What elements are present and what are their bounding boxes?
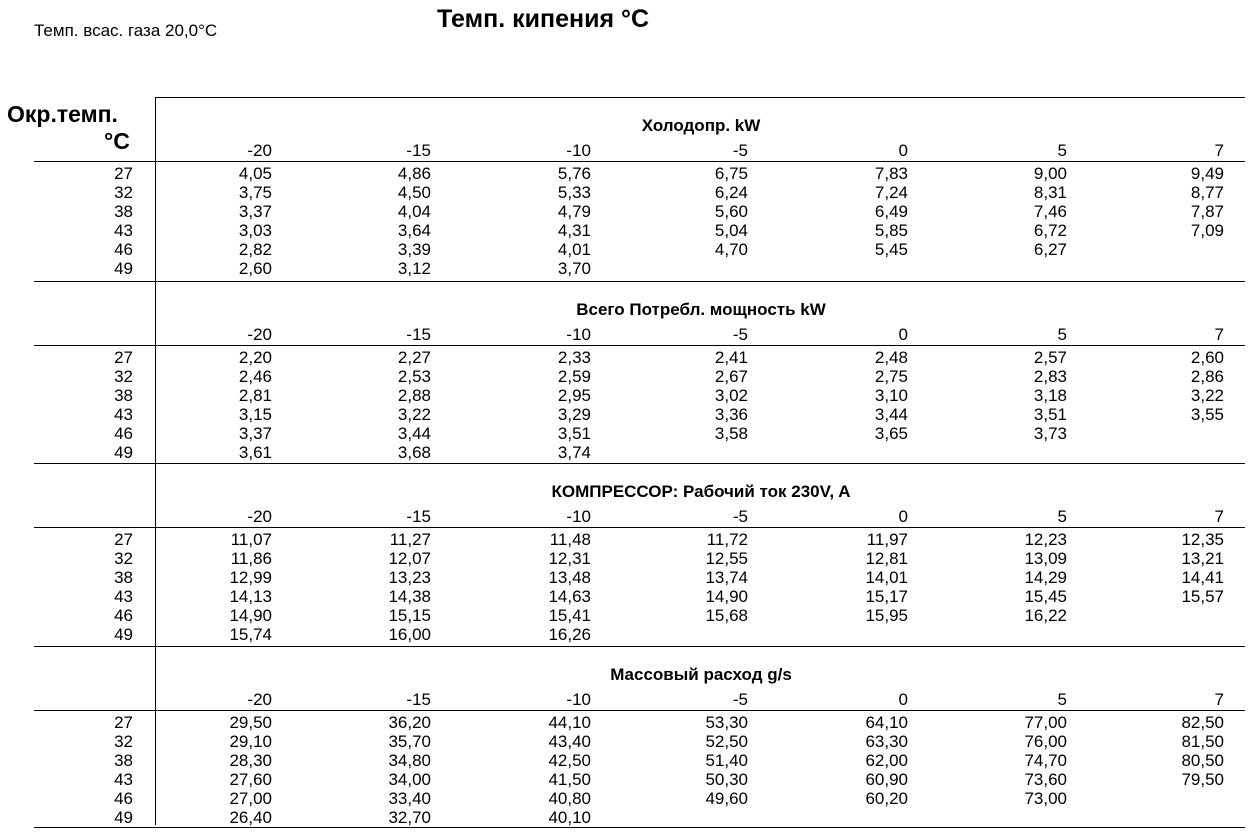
table-cell: 3,70 [557,259,591,278]
ambient-temp-row-label: 32 [114,183,133,202]
table-cell: 40,10 [548,808,591,827]
table-cell: 3,74 [557,443,591,462]
evap-temp-column-header: -10 [566,690,591,709]
ambient-temp-row-label: 43 [114,770,133,789]
table-cell: 7,83 [874,164,908,183]
evap-temp-column-header: 5 [1057,325,1067,344]
table-cell: 3,68 [397,443,431,462]
table-cell: 6,24 [714,183,748,202]
ambient-temp-row-label: 46 [114,240,133,259]
table-cell: 14,13 [229,587,272,606]
table-bottom-border [34,827,1245,828]
table-cell: 3,10 [874,386,908,405]
table-cell: 3,65 [874,424,908,443]
ambient-temp-row-label: 49 [114,625,133,644]
evap-temp-column-header: 7 [1214,507,1224,526]
table-cell: 2,27 [397,348,431,367]
table-cell: 3,22 [397,405,431,424]
table-cell: 62,00 [865,751,908,770]
table-cell: 29,50 [229,713,272,732]
table-cell: 16,26 [548,625,591,644]
table-cell: 6,49 [874,202,908,221]
ambient-temp-row-label: 38 [114,386,133,405]
ambient-temp-row-label: 32 [114,367,133,386]
table-cell: 2,88 [397,386,431,405]
evap-temp-column-header: 0 [898,325,908,344]
table-cell: 11,86 [230,549,272,568]
table-cell: 34,00 [388,770,431,789]
table-cell: 32,70 [388,808,431,827]
table-cell: 9,00 [1033,164,1067,183]
table-cell: 11,72 [706,530,748,549]
table-cell: 74,70 [1024,751,1067,770]
table-cell: 2,83 [1033,367,1067,386]
evap-temp-column-header: 5 [1057,507,1067,526]
table-cell: 12,07 [388,549,431,568]
table-cell: 3,44 [874,405,908,424]
table-cell: 5,33 [557,183,591,202]
table-cell: 2,95 [557,386,591,405]
table-cell: 27,00 [229,789,272,808]
evap-temp-column-header: 7 [1214,690,1224,709]
section-divider [34,281,1245,282]
ambient-temp-row-label: 27 [114,164,133,183]
ambient-temp-row-label: 38 [114,568,133,587]
table-cell: 15,17 [865,587,908,606]
table-cell: 4,86 [397,164,431,183]
table-cell: 11,07 [230,530,272,549]
table-cell: 16,00 [388,625,431,644]
table-cell: 28,30 [229,751,272,770]
table-cell: 2,60 [238,259,272,278]
table-cell: 14,90 [229,606,272,625]
table-cell: 15,41 [548,606,591,625]
evap-temp-column-header: -5 [732,690,748,709]
header-underline [34,345,1245,346]
table-cell: 2,82 [238,240,272,259]
table-cell: 4,05 [238,164,272,183]
suction-gas-temp-label: Темп. всас. газа 20,0°C [34,21,218,40]
table-cell: 3,51 [1033,405,1067,424]
page-title: Темп. кипения °C [437,5,650,33]
table-vertical-divider [155,97,156,825]
ambient-temp-unit: °C [104,128,130,154]
evap-temp-column-header: -5 [732,141,748,160]
ambient-temp-row-label: 43 [114,405,133,424]
table-cell: 3,55 [1190,405,1224,424]
table-cell: 60,20 [865,789,908,808]
evap-temp-column-header: -10 [566,141,591,160]
table-cell: 51,40 [705,751,748,770]
table-cell: 2,67 [714,367,748,386]
table-cell: 9,49 [1190,164,1224,183]
table-cell: 73,00 [1024,789,1067,808]
ambient-temp-row-label: 32 [114,549,133,568]
evap-temp-column-header: 0 [898,141,908,160]
table-cell: 4,79 [557,202,591,221]
table-cell: 14,38 [388,587,431,606]
ambient-temp-row-label: 27 [114,713,133,732]
section-title: КОМПРЕССОР: Рабочий ток 230V, A [551,482,851,501]
table-cell: 50,30 [705,770,748,789]
table-cell: 15,57 [1181,587,1224,606]
header-underline [34,161,1245,162]
table-cell: 33,40 [388,789,431,808]
table-cell: 3,73 [1033,424,1067,443]
table-cell: 3,61 [238,443,272,462]
table-cell: 2,53 [397,367,431,386]
ambient-temp-row-label: 46 [114,789,133,808]
table-cell: 2,75 [874,367,908,386]
evap-temp-column-header: -20 [247,325,272,344]
table-cell: 11,27 [389,530,431,549]
table-cell: 11,48 [549,530,591,549]
table-cell: 6,72 [1033,221,1067,240]
table-cell: 44,10 [548,713,591,732]
table-cell: 2,41 [714,348,748,367]
evap-temp-column-header: -15 [406,507,431,526]
table-cell: 7,46 [1033,202,1067,221]
evap-temp-column-header: 0 [898,507,908,526]
table-cell: 2,48 [874,348,908,367]
table-cell: 82,50 [1181,713,1224,732]
evap-temp-column-header: 5 [1057,141,1067,160]
evap-temp-column-header: 7 [1214,325,1224,344]
table-cell: 5,76 [557,164,591,183]
evap-temp-column-header: -20 [247,141,272,160]
table-cell: 79,50 [1181,770,1224,789]
table-cell: 13,09 [1024,549,1067,568]
table-cell: 3,58 [714,424,748,443]
table-cell: 35,70 [388,732,431,751]
table-cell: 2,57 [1033,348,1067,367]
evap-temp-column-header: 0 [898,690,908,709]
table-cell: 15,74 [229,625,272,644]
table-cell: 81,50 [1181,732,1224,751]
table-cell: 3,75 [238,183,272,202]
table-cell: 13,23 [388,568,431,587]
table-cell: 3,12 [397,259,431,278]
ambient-temp-row-label: 27 [114,348,133,367]
table-cell: 12,99 [229,568,272,587]
table-cell: 43,40 [548,732,591,751]
table-cell: 16,22 [1024,606,1067,625]
table-cell: 12,31 [548,549,591,568]
table-cell: 3,64 [397,221,431,240]
header-underline [34,527,1245,528]
table-cell: 3,22 [1190,386,1224,405]
table-cell: 15,95 [865,606,908,625]
evap-temp-column-header: 7 [1214,141,1224,160]
table-cell: 14,41 [1181,568,1224,587]
table-cell: 77,00 [1024,713,1067,732]
evap-temp-column-header: -5 [732,325,748,344]
ambient-temp-header: Окр.темп. [7,101,118,127]
table-cell: 15,15 [388,606,431,625]
table-cell: 13,21 [1181,549,1224,568]
table-cell: 8,77 [1190,183,1224,202]
section-divider [34,463,1245,464]
table-cell: 3,02 [714,386,748,405]
table-cell: 2,60 [1190,348,1224,367]
table-cell: 11,97 [866,530,908,549]
ambient-temp-row-label: 38 [114,202,133,221]
evap-temp-column-header: -5 [732,507,748,526]
table-cell: 14,01 [865,568,908,587]
table-cell: 6,75 [714,164,748,183]
table-cell: 73,60 [1024,770,1067,789]
ambient-temp-row-label: 43 [114,587,133,606]
table-cell: 15,45 [1024,587,1067,606]
section-title: Всего Потребл. мощность kW [576,300,826,319]
table-cell: 29,10 [229,732,272,751]
table-cell: 53,30 [705,713,748,732]
table-cell: 49,60 [705,789,748,808]
table-cell: 64,10 [865,713,908,732]
table-cell: 3,37 [238,202,272,221]
section-divider [34,646,1245,647]
ambient-temp-row-label: 49 [114,259,133,278]
table-top-border [155,97,1245,98]
table-cell: 7,24 [874,183,908,202]
evap-temp-column-header: -20 [247,507,272,526]
evap-temp-column-header: -15 [406,141,431,160]
table-cell: 8,31 [1033,183,1067,202]
table-cell: 60,90 [865,770,908,789]
evap-temp-column-header: -15 [406,325,431,344]
evap-temp-column-header: -15 [406,690,431,709]
evap-temp-column-header: -20 [247,690,272,709]
table-cell: 12,55 [705,549,748,568]
table-cell: 2,81 [238,386,272,405]
table-cell: 15,68 [705,606,748,625]
table-cell: 3,03 [238,221,272,240]
table-cell: 5,45 [874,240,908,259]
table-cell: 34,80 [388,751,431,770]
table-cell: 7,09 [1190,221,1224,240]
table-cell: 7,87 [1190,202,1224,221]
table-cell: 2,20 [238,348,272,367]
table-cell: 2,33 [557,348,591,367]
table-cell: 40,80 [548,789,591,808]
ambient-temp-row-label: 32 [114,732,133,751]
table-cell: 5,04 [714,221,748,240]
table-cell: 4,50 [397,183,431,202]
section-title: Массовый расход g/s [610,665,792,684]
table-cell: 2,59 [557,367,591,386]
table-cell: 6,27 [1033,240,1067,259]
ambient-temp-row-label: 46 [114,424,133,443]
table-cell: 14,29 [1024,568,1067,587]
table-cell: 3,15 [238,405,272,424]
table-cell: 52,50 [705,732,748,751]
table-cell: 42,50 [548,751,591,770]
table-cell: 12,35 [1181,530,1224,549]
ambient-temp-row-label: 27 [114,530,133,549]
ambient-temp-row-label: 49 [114,443,133,462]
table-cell: 3,44 [397,424,431,443]
table-cell: 14,63 [548,587,591,606]
table-cell: 4,04 [397,202,431,221]
table-cell: 12,23 [1024,530,1067,549]
evap-temp-column-header: 5 [1057,690,1067,709]
table-cell: 4,31 [557,221,591,240]
ambient-temp-row-label: 49 [114,808,133,827]
ambient-temp-row-label: 38 [114,751,133,770]
header-underline [34,710,1245,711]
table-cell: 3,36 [714,405,748,424]
table-cell: 76,00 [1024,732,1067,751]
table-cell: 26,40 [229,808,272,827]
table-cell: 3,51 [557,424,591,443]
table-cell: 3,37 [238,424,272,443]
ambient-temp-row-label: 46 [114,606,133,625]
table-cell: 27,60 [229,770,272,789]
table-cell: 36,20 [388,713,431,732]
table-cell: 63,30 [865,732,908,751]
table-cell: 80,50 [1181,751,1224,770]
table-cell: 12,81 [865,549,908,568]
table-cell: 2,46 [238,367,272,386]
table-cell: 2,86 [1190,367,1224,386]
table-cell: 4,01 [557,240,591,259]
evap-temp-column-header: -10 [566,507,591,526]
evap-temp-column-header: -10 [566,325,591,344]
table-cell: 5,85 [874,221,908,240]
ambient-temp-row-label: 43 [114,221,133,240]
table-cell: 4,70 [714,240,748,259]
table-cell: 41,50 [548,770,591,789]
table-cell: 3,39 [397,240,431,259]
table-cell: 13,74 [705,568,748,587]
table-cell: 14,90 [705,587,748,606]
table-cell: 3,18 [1033,386,1067,405]
table-cell: 5,60 [714,202,748,221]
table-cell: 13,48 [548,568,591,587]
section-title: Холодопр. kW [641,116,761,135]
table-cell: 3,29 [557,405,591,424]
